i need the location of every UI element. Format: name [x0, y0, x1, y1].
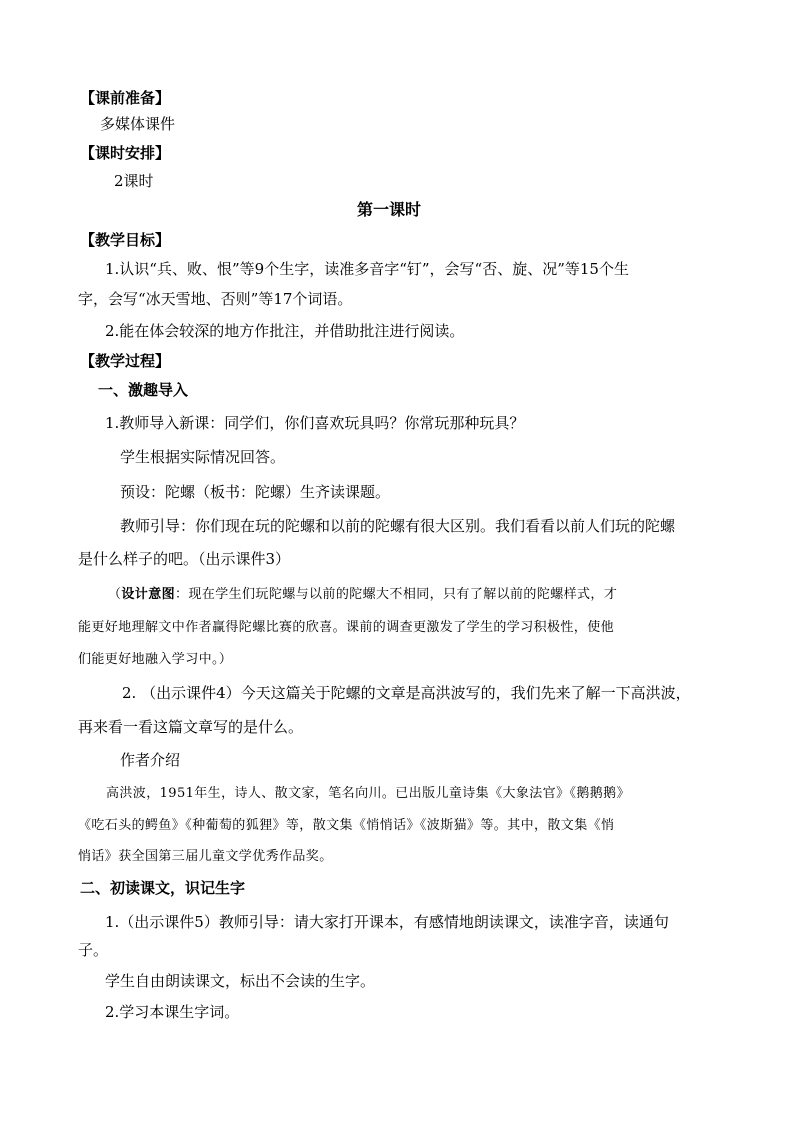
author-intro-line3: 悄话》获全国第三届儿童文学优秀作品奖。 [78, 849, 333, 864]
process-heading: 【教学过程】 [80, 352, 171, 370]
design-intent-open-paren: （ [108, 587, 122, 602]
section1-title: 一、激趣导入 [98, 381, 189, 399]
author-heading: 作者介绍 [120, 751, 181, 769]
prep-content: 多媒体课件 [100, 115, 176, 133]
section2-step1-line2: 子。 [78, 941, 109, 959]
section1-guide-line1: 教师引导：你们现在玩的陀螺和以前的陀螺有很大区别。我们看看以前人们玩的陀螺 [120, 517, 676, 535]
lesson-title: 第一课时 [357, 200, 422, 219]
schedule-heading: 【课时安排】 [80, 144, 171, 162]
schedule-content: 2课时 [114, 172, 154, 190]
goal-item-1-line2: 字，会写“冰天雪地、否则”等17个词语。 [78, 290, 353, 308]
design-intent-label: 设计意图 [121, 587, 176, 602]
design-intent-line3: 们能更好地融入学习中。） [78, 652, 233, 667]
section1-student-answer: 学生根据实际情况回答。 [120, 448, 286, 466]
section1-step1: 1.教师导入新课：同学们，你们喜欢玩具吗？你常玩那种玩具？ [105, 414, 525, 432]
section2-title: 二、初读课文，识记生字 [80, 879, 246, 897]
design-intent-line2: 能更好地理解文中作者赢得陀螺比赛的欣喜。课前的调查更激发了学生的学习积极性，使他 [78, 620, 615, 635]
author-intro-line1: 高洪波，1951年生，诗人、散文家，笔名向川。已出版儿童诗集《大象法官》《鹅鹅鹅》 [106, 786, 630, 801]
section2-step2: 2.学习本课生字词。 [105, 1003, 240, 1021]
author-intro-line2: 《吃石头的鳄鱼》《种葡萄的狐狸》等，散文集《悄悄话》《波斯猫》等。其中，散文集《悄 [78, 818, 615, 833]
section1-preset: 预设：陀螺（板书：陀螺）生齐读课题。 [120, 483, 391, 501]
section1-guide-line2: 是什么样子的吧。（出示课件3） [78, 550, 291, 568]
goals-heading: 【教学目标】 [80, 231, 171, 249]
section1-step2-line2: 再来看一看这篇文章写的是什么。 [78, 718, 304, 736]
section2-student-read: 学生自由朗读课文，标出不会读的生字。 [105, 972, 376, 990]
prep-heading: 【课前准备】 [80, 89, 171, 107]
design-intent-line1 [108, 585, 617, 605]
section2-step1-line1: 1.（出示课件5）教师引导：请大家打开课本，有感情地朗读课文，读准字音，读通句 [105, 913, 669, 931]
section1-step2-line1: 2. （出示课件4）今天这篇关于陀螺的文章是高洪波写的，我们先来了解一下高洪波， [122, 684, 691, 702]
design-intent-text-1: ：现在学生们玩陀螺与以前的陀螺大不相同，只有了解以前的陀螺样式，才 [175, 587, 618, 602]
goal-item-1-line1: 1.认识“兵、败、恨”等9个生字，读准多音字“钉”，会写“否、旋、况”等15个生 [105, 260, 629, 278]
goal-item-2: 2.能在体会较深的地方作批注，并借助批注进行阅读。 [105, 322, 465, 340]
